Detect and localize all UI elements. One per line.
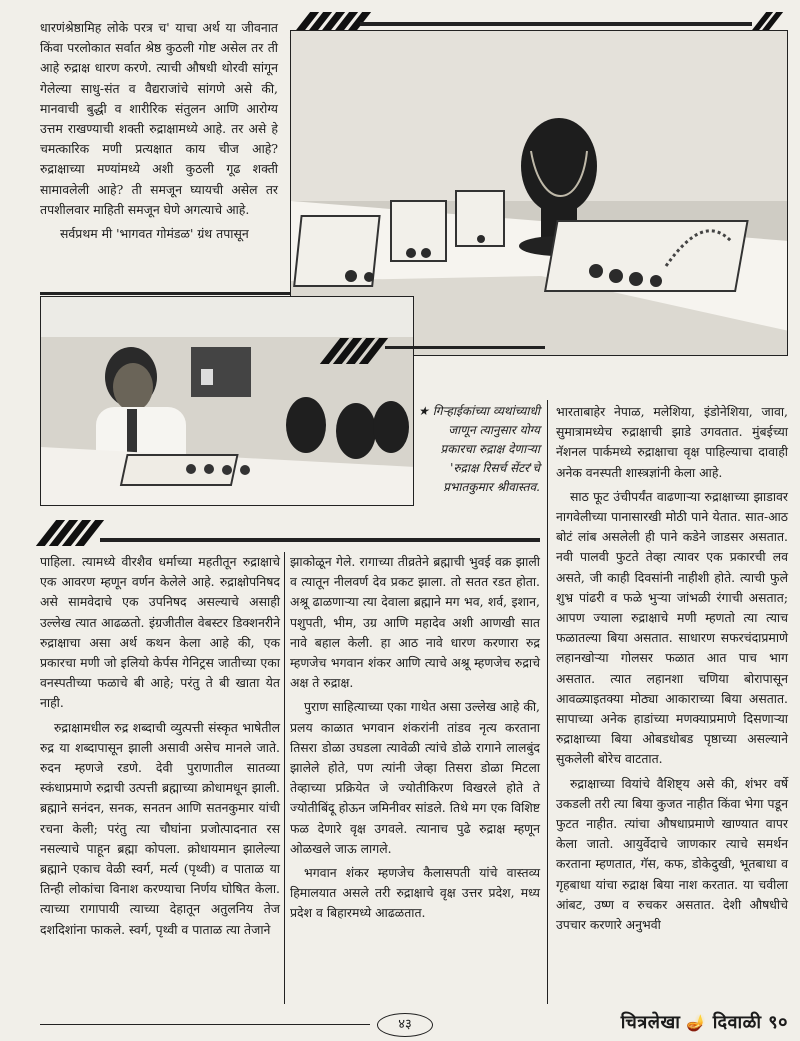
intro-paragraph: धारणंश्रेष्ठामिह लोके परत्र च' याचा अर्थ या जीवनात किंवा परलोकात सर्वात श्रेष्ठ कुठली गोष्ट असेल तर ती आहे रुद्राक्ष धारण करणे. त्याची औषधी थोरवी सांगून गेलेल्या साधु-संत व वैद्यराजांचे सांगणे असे की, मानवाची बुद्धी व शारीरिक संतुलन आणि आरोग्य उत्तम राखण्याची शक्ती रुद्राक्षामध्ये आहे. तर असे हे चमत्कारिक मणी प्रत्यक्षात काय चीज आहे? रुद्राक्षाच्या मण्यांमध्ये अशी कुठली गूढ शक्ती सामावलेली आहे? ती समजून घ्यायची असेल तर तपशीलवार माहिती समजून घेणे अगत्याचे आहे.	[40, 20, 278, 217]
column-middle	[290, 552, 540, 928]
paragraph: पाहिला. त्यामध्ये वीरशैव धर्माच्या महतीतून रुद्राक्षाचे एक आवरण म्हणून वर्णन केलेले आहे. रुद्राक्षोपनिषद असे सामवेदाचे एक उपनिषद असल्याचे असाही उल्लेख त्यात आढळतो. इंग्रजीतील वेबस्टर डिक्शनरीने रुद्राक्षाचा असा अर्थ कथन केला आहे की, एक प्रकारचा मणी जो इलियो केर्पस गेनिट्रस जातीच्या एका वनस्पतीच्या फळाचे बी आहे; परंतु ते बी खाता येत नाही.	[40, 554, 280, 711]
decor-stripe-mid	[330, 338, 378, 364]
decor-rule-low	[100, 538, 540, 542]
photo-caption: ★ गिऱ्हाईकांच्या व्यथांच्याधी जाणून त्यानुसार योग्य प्रकारचा रुद्राक्ष देणाऱ्या 'रुद्राक्ष रिसर्च सेंटर'चे प्रभातकुमार श्रीवास्तव.	[418, 404, 540, 494]
column-left	[40, 552, 280, 944]
decor-rule-mid-2	[385, 346, 545, 349]
decor-rule-mid	[40, 292, 290, 295]
paragraph: साठ फूट उंचीपर्यंत वाढणाऱ्या रुद्राक्षाच्या झाडावर नागवेलीच्या पानासारखी मोठी पाने येतात. सात-आठ बोटं लांब असलेली ही पाने कडेने जाडसर असतात. नवी पालवी फुटते तेव्हा त्यावर एक प्रकारची लव असते, जी काही दिवसांनी नाहीशी होते. त्याची फुले शुभ्र पांढरी व फळे भुऱ्या जांभळी रंगाची असतात; आपण ज्याला रुद्राक्षाचे मणी म्हणतो त्या त्याच फळातल्या बिया असतात. साधारण सफरचंदाप्रमाणे लहानखोऱ्या गोलसर फळात आत पाच भाग असतात. त्यात लहानशा चणिया बोरापासून आवळ्याइतक्या मोठ्या आकाराच्या बिया असतात. सापाच्या अनेक हाडांच्या मणक्याप्रमाणे दिसणाऱ्या रुद्राक्षाच्या बिया ओबडधोबड पृष्ठाच्या असल्याने सुकलेली बोरेच वाटतात.	[556, 488, 788, 767]
intro-paragraph-2: सर्वप्रथम मी 'भागवत गोमंडळ' ग्रंथ तपासून	[60, 226, 249, 242]
decor-rule-top	[360, 22, 752, 26]
column-right	[556, 402, 788, 939]
paragraph: रुद्राक्षामधील रुद्र शब्दाची व्युत्पत्ती संस्कृत भाषेतील रुद्र या शब्दापासून झाली असावी असेच मानले जाते. रुदन म्हणजे रडणे. देवी पुराणातील सातव्या स्कंधाप्रमाणे रुद्राची उत्पत्ती ब्रह्माच्या क्रोधामधून झाली. ब्रह्माने सनंदन, सनक, सनतन आणि सतनकुमार यांची रचना केली; परंतु त्या चौघांना प्रजोत्पादनात रस नसल्याचे पाहून ब्रह्मा कोपला. क्रोधायमान झालेल्या ब्रह्माने एकाच वेळी स्वर्ग, मर्त्य (पृथ्वी) व पाताळ या तिन्ही लोकांचा विनाश करण्याचा निर्णय घोषित केला. त्याच्या रागापायी त्याच्या देहातून अतुलनिय तेज दशदिशांना फाकले. स्वर्ग, पृथ्वी व पाताळ त्या तेजाने	[40, 719, 280, 937]
decor-stripe-low	[46, 520, 94, 546]
magazine-name: चित्रलेखा	[620, 1012, 681, 1033]
paragraph: रुद्राक्षाच्या वियांचे वैशिष्ट्य असे की, शंभर वर्षे उकडली तरी त्या बिया कुजत नाहीत किंवा भेगा पडून फुटत नाहीत. त्यांचा औषधाप्रमाणे खाण्यात वापर केला जातो. आयुर्वेदाचे जाणकार त्याचे समर्थन करताना म्हणतात, गॅस, कफ, डोकेदुखी, भूतबाधा व गृहबाधा यांचा रुद्राक्ष बिया नाश करतात. या चवीला आंबट, उष्ण व रुचकर असतात. देशी औषधीचे उपचार करणारे अनुभवी	[556, 775, 788, 933]
researcher-image	[41, 297, 414, 506]
paragraph: झाकोळून गेले. रागाच्या तीव्रतेने ब्रह्माची भुवई वक्र झाली व त्यातून नीलवर्ण देव प्रकट झाला. तो सतत रडत होता. अश्रू ढाळणाऱ्या त्या देवाला ब्रह्माने मग भव, शर्व, इशान, पशुपती, भीम, उग्र आणि महादेव अशी आणखी सात नावे बहाल केली. हा आठ नावे धारण करणारा रुद्र म्हणजेच भगवान शंकर आणि त्याचे अश्रू म्हणजेच रुद्राचे अक्ष ते रुद्राक्ष.	[290, 554, 540, 691]
intro-text-block	[40, 18, 278, 248]
footer-rule	[40, 1024, 370, 1025]
page-number-text: ४३	[398, 1017, 412, 1032]
paragraph: पुराण साहित्याच्या एका गाथेत असा उल्लेख आहे की, प्रलय काळात भगवान शंकरांनी तांडव नृत्य करताना तिसरा डोळा उघडला त्यावेळी त्यांचे डोळे रागाने लालबुंद झालेले होते, पण त्यांनी जेव्हा तिसरा डोळा मिटला तेव्हाच्या प्रक्रियेत जे ज्योतीकिरण विखरले होते ते ज्योतीबिंदू होऊन जमिनीवर सांडले. तिथे मग एक विशिष्ट फळ देणारे वृक्ष उगवले. त्यानाच पुढे रुद्राक्ष म्हणून ओळखले जाऊ लागले.	[290, 699, 540, 856]
page-number	[377, 1013, 433, 1037]
paragraph: भगवान शंकर म्हणजेच कैलासपती यांचे वास्तव्य हिमालयात असले तरी रुद्राक्षाचे वृक्ष उत्तर प्रदेश, मध्य प्रदेश व बिहारमध्ये आढळतात.	[290, 865, 540, 921]
magazine-brand	[621, 1010, 788, 1034]
column-divider	[547, 400, 548, 1004]
lamp-icon: 🪔	[686, 1012, 707, 1032]
researcher-photo	[40, 296, 414, 506]
paragraph: भारताबाहेर नेपाळ, मलेशिया, इंडोनेशिया, जावा, सुमात्रामध्येच रुद्राक्षाची झाडे उगवतात. मुंबईच्या नॅशनल पार्कमध्ये रुद्राक्षाचा वृक्ष पाहिल्याचा दावाही अनेक वनस्पती शास्त्रज्ञांनी केला आहे.	[556, 404, 788, 480]
column-divider	[284, 552, 285, 1004]
edition-label: दिवाळी ९०	[712, 1012, 788, 1033]
